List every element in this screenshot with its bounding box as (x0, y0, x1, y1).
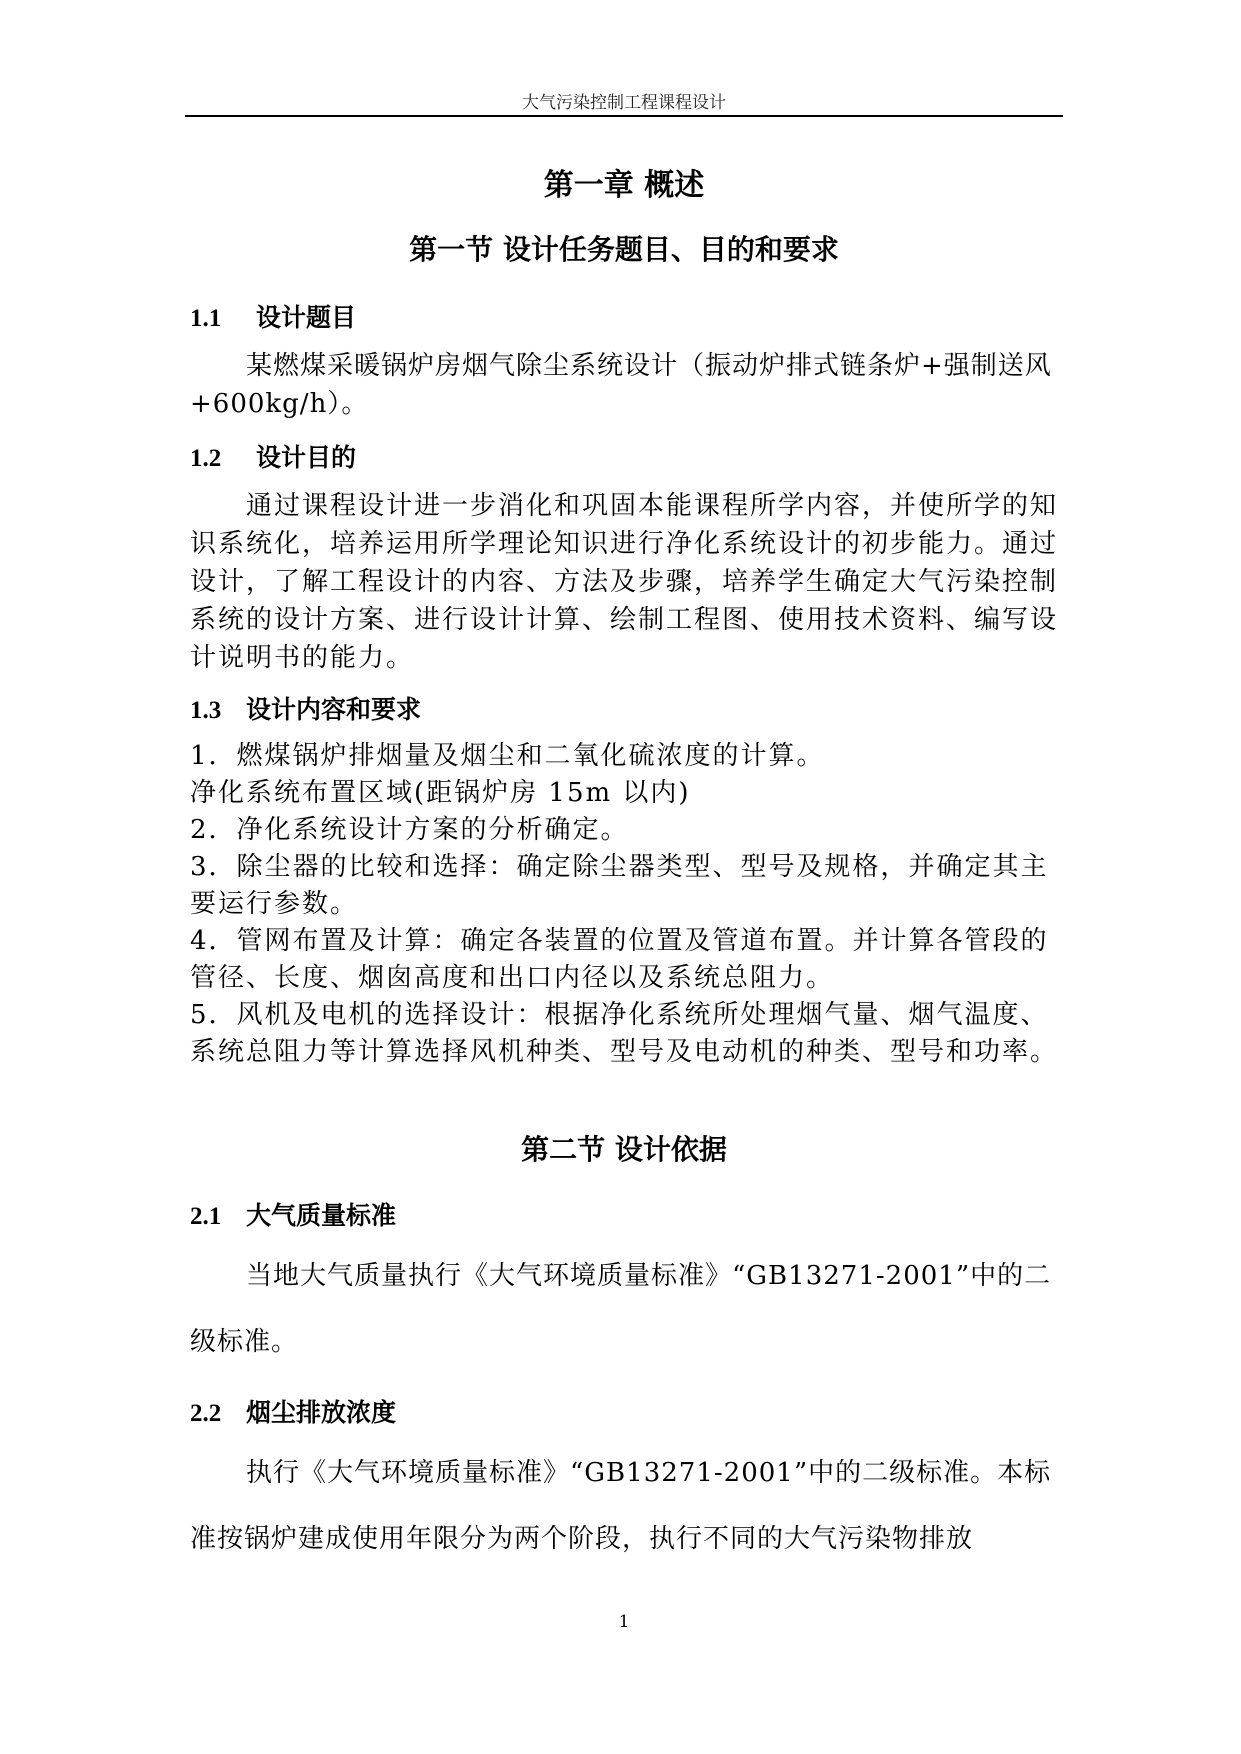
subheading-2-2 (190, 1393, 396, 1429)
list-item: 2．净化系统设计方案的分析确定。 (190, 815, 629, 845)
subheading-text: 烟尘排放浓度 (246, 1398, 397, 1427)
running-header: 大气污染控制工程课程设计 (522, 93, 726, 113)
subheading-number: 1.2 (190, 445, 222, 472)
paragraph-1-1: 某燃煤采暖锅炉房烟气除尘系统设计（振动炉排式链条炉+强制送风+600kg/h）。 (190, 351, 1052, 419)
subheading-number: 2.2 (190, 1400, 222, 1427)
list-item: 1．燃煤锅炉排烟量及烟尘和二氧化硫浓度的计算。 (190, 741, 825, 771)
paragraph-2-1: 当地大气质量执行《大气环境质量标准》“GB13271-2001”中的二级标准。 (190, 1261, 1052, 1357)
chapter-title: 第一章 概述 (543, 168, 705, 203)
subheading-text: 设计目的 (256, 443, 357, 472)
paragraph-1-2: 通过课程设计进一步消化和巩固本能课程所学内容，并使所学的知识系统化，培养运用所学理论知识进行净化系统设计的初步能力。通过设计，了解工程设计的内容、方法及步骤，培养学生确定大气污染控制系统的设计方案、进行设计计算、绘制工程图、使用技术资料、编写设计说明书的能力。 (190, 491, 1059, 673)
list-item: 3．除尘器的比较和选择：确定除尘器类型、型号及规格，并确定其主要运行参数。 (190, 852, 1049, 919)
subheading-1-3 (190, 690, 421, 726)
subheading-number: 2.1 (190, 1203, 222, 1230)
section-title-2: 第二节 设计依据 (521, 1133, 727, 1166)
list-item: 4．管网布置及计算：确定各装置的位置及管道布置。并计算各管段的管径、长度、烟囱高度和出口内径以及系统总阻力。 (190, 926, 1049, 993)
section-title-1: 第一节 设计任务题目、目的和要求 (409, 233, 839, 266)
subheading-2-1 (190, 1196, 396, 1232)
list-item: 净化系统布置区域(距锅炉房 15m 以内) (190, 778, 691, 808)
page-number: 1 (618, 1612, 630, 1632)
subheading-1-1 (190, 298, 356, 334)
list-item: 5．风机及电机的选择设计：根据净化系统所处理烟气量、烟气温度、系统总阻力等计算选择风机种类、型号及电动机的种类、型号和功率。 (190, 1000, 1059, 1067)
header-rule (185, 115, 1063, 117)
subheading-number: 1.1 (190, 305, 222, 332)
subheading-text: 设计题目 (256, 303, 357, 332)
subheading-1-2 (190, 438, 356, 474)
paragraph-2-2: 执行《大气环境质量标准》“GB13271-2001”中的二级标准。本标准按锅炉建成使用年限分为两个阶段，执行不同的大气污染物排放 (190, 1458, 1052, 1554)
subheading-number: 1.3 (190, 697, 222, 724)
subheading-text: 大气质量标准 (246, 1201, 397, 1230)
requirements-list (190, 738, 1070, 1071)
subheading-text: 设计内容和要求 (246, 695, 422, 724)
